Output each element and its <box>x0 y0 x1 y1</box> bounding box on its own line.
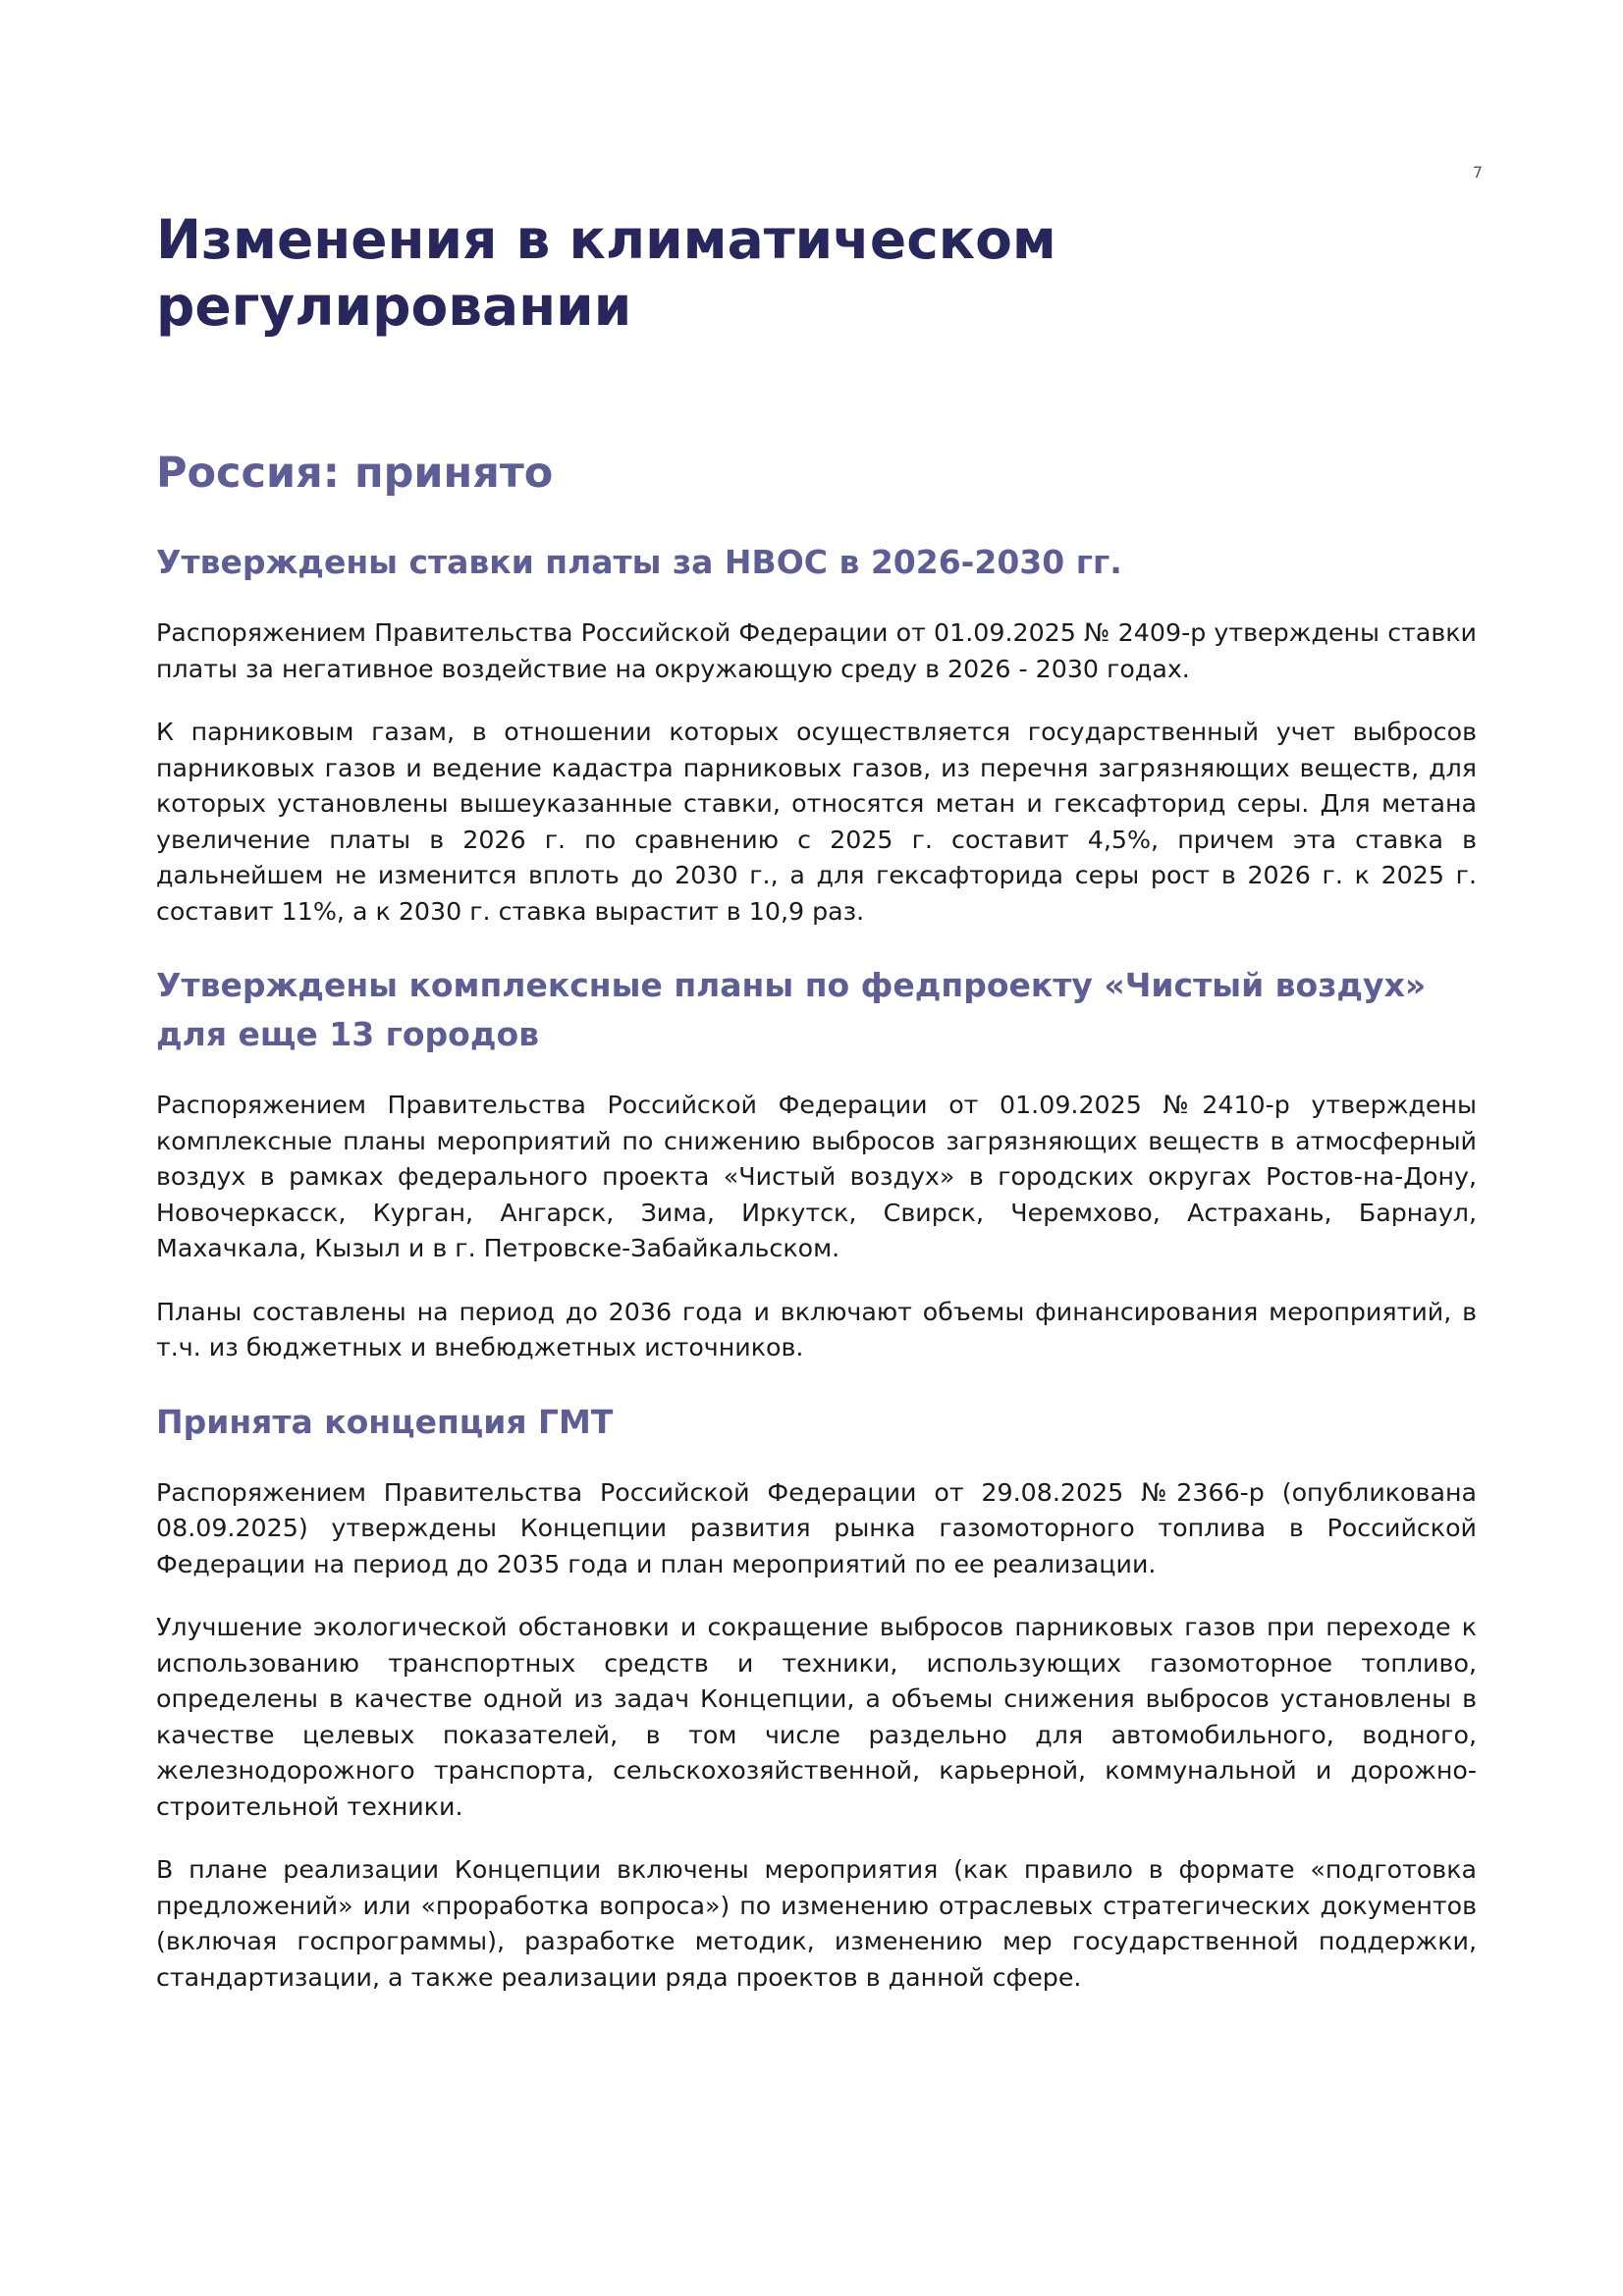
page-title: Изменения в климатическом регулировании <box>156 208 1056 338</box>
paragraph: Планы составлены на период до 2036 года и включают объемы финансирования мероприятий, в т.ч. из бюджетных и внебюджетных источников. <box>156 1297 1477 1362</box>
section-heading-gmt: Принята концепция ГМТ <box>156 1402 614 1441</box>
document-body <box>156 206 1477 1996</box>
page-number: 7 <box>1472 163 1483 182</box>
paragraph: Улучшение экологической обстановки и сокращение выбросов парниковых газов при переходе к использованию транспортных средств и техники, использующих газомоторное топливо, определены в качестве одной из задач Концепции, а объемы снижения выбросов установлены в качестве целевых показателей, в том числе раздельно для автомобильного, водного, железнодорожного транспорта, сельскохозяйственной, карьерной, коммунальной и дорожно-строительной техники. <box>156 1613 1477 1821</box>
paragraph: Распоряжением Правительства Российской Федерации от 29.08.2025 №2366-р (опубликована 08.09.2025) утверждены Концепции развития рынка газомоторного топлива в Российской Федерации на период до 2035 года и план мероприятий по ее реализации. <box>156 1477 1477 1578</box>
paragraph: К парниковым газам, в отношении которых осуществляется государственный учет выбросов парниковых газов и ведение кадастра парниковых газов, из перечня загрязняющих веществ, для которых установлены вышеуказанные ставки, относятся метан и гексафторид серы. Для метана увеличение платы в 2026 г. по сравнению с 2025 г. составит 4,5%, причем эта ставка в дальнейшем не изменится вплоть до 2030 г., а для гексафторида серы рост в 2026 г. к 2025 г. составит 11%, а к 2030 г. ставка вырастит в 10,9 раз. <box>156 718 1477 926</box>
section-heading-nvos: Утверждены ставки платы за НВОС в 2026-2030 гг. <box>156 543 1122 581</box>
region-heading: Россия: принято <box>156 449 554 498</box>
paragraph: Распоряжением Правительства Российской Федерации от 01.09.2025 № 2409-р утверждены ставки платы за негативное воздействие на окружающую среду в 2026 - 2030 годах. <box>156 618 1477 683</box>
paragraph: В плане реализации Концепции включены мероприятия (как правило в формате «подготовка предложений» или «проработка вопроса») по изменению отраслевых стратегических документов (включая госпрограммы), разработке методик, изменению мер государственной поддержки, стандартизации, а также реализации ряда проектов в данной сфере. <box>156 1855 1477 1992</box>
section-heading-clean-air: Утверждены комплексные планы по федпроекту «Чистый воздух» для еще 13 городов <box>156 966 1427 1053</box>
paragraph: Распоряжением Правительства Российской Федерации от 01.09.2025 №2410-р утверждены комплексные планы мероприятий по снижению выбросов загрязняющих веществ в атмосферный воздух в рамках федерального проекта «Чистый воздух» в городских округах Ростов-на-Дону, Новочеркасск, Курган, Ангарск, Зима, Иркутск, Свирск, Черемхово, Астрахань, Барнаул, Махачкала, Кызыл и в г. Петровске-Забайкальском. <box>156 1091 1477 1262</box>
